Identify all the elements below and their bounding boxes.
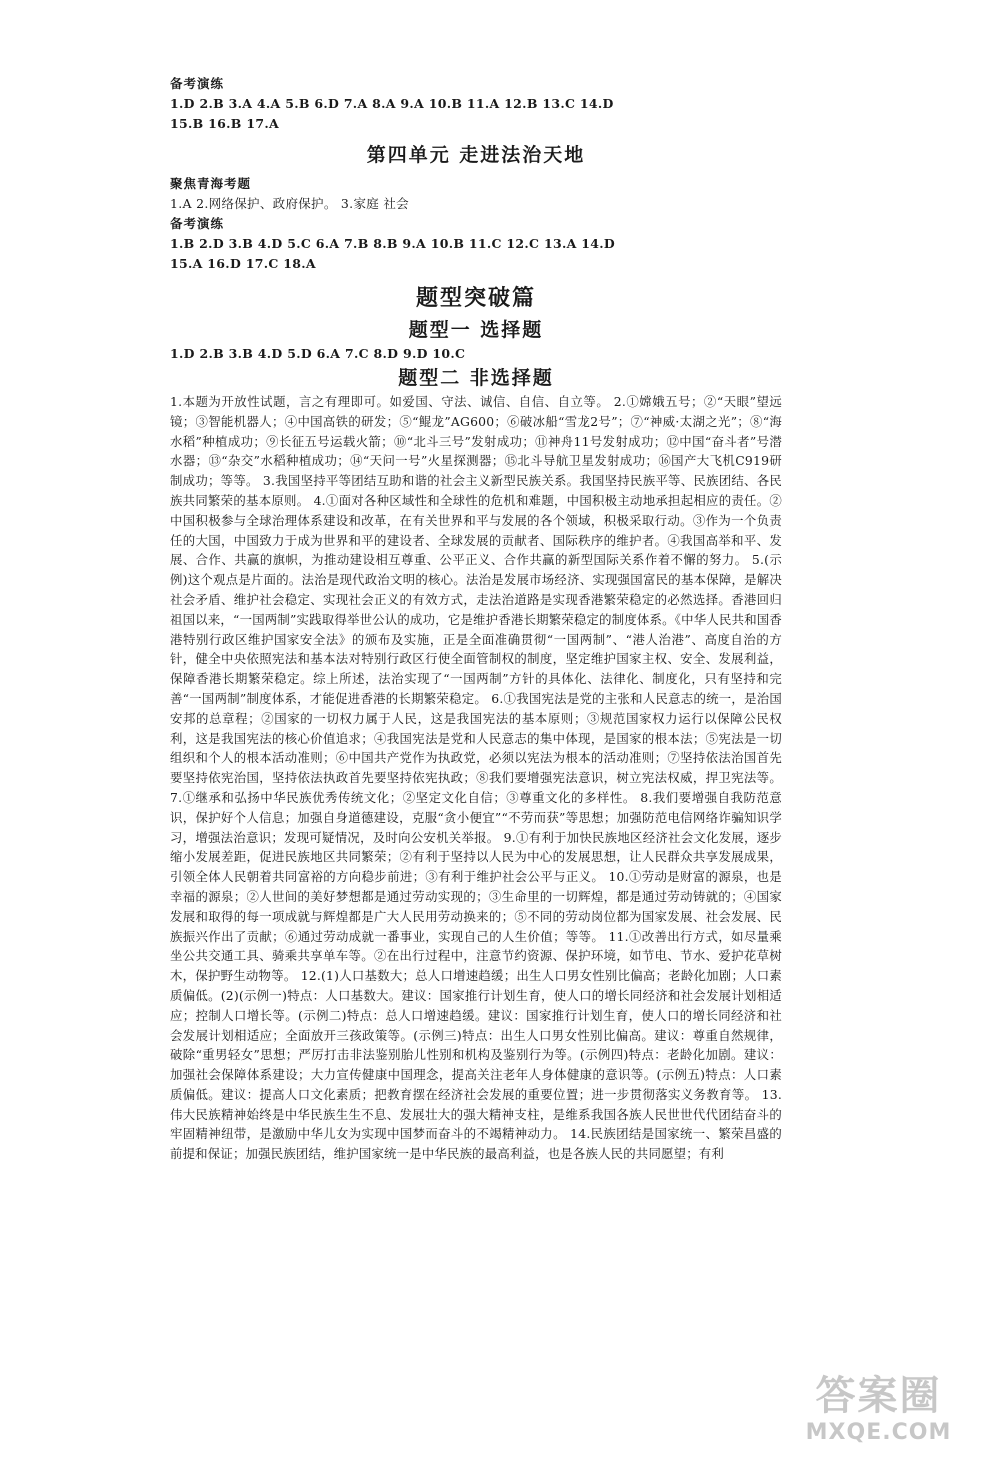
answers-line: 1.B 2.D 3.B 4.D 5.C 6.A 7.B 8.B 9.A 10.B 11.C 12.C 13.A 14.D <box>170 236 616 251</box>
section-label-practice: 备考演练 <box>170 76 225 91</box>
answers-line: 15.B 16.B 17.A <box>170 116 279 131</box>
answer-page <box>170 74 782 1164</box>
type2-body: 1.本题为开放性试题，言之有理即可。如爱国、守法、诚信、自信、自立等。 2.①嫦娥五号；②“天眼”望远镜；③智能机器人；④中国高铁的研发；⑤“鲲龙”AG600；⑥破冰船“雪龙2号”；⑦“神威·太湖之光”；⑧“海水稻”种植成功；⑨长征五号运载火箭；⑩“北斗三号”发射成功；⑪神舟11号发射成功；⑫中国“奋斗者”号潜水器；⑬“杂交”水稻种植成功；⑭“天问一号”火星探测器；⑮北斗导航卫星发射成功；⑯国产大飞机C919研制成功；等等。 3.我国坚持平等团结互助和谐的社会主义新型民族关系。我国坚持民族平等、民族团结、各民族共同繁荣的基本原则。 4.①面对各种区域性和全球性的危机和难题，中国积极主动地承担起相应的责任。②中国积极参与全球治理体系建设和改革，在有关世界和平与发展的各个领域，积极采取行动。③作为一个负责任的大国，中国致力于成为世界和平的建设者、全球发展的贡献者、国际秩序的维护者。④我国高举和平、发展、合作、共赢的旗帜，为推动建设相互尊重、公平正义、合作共赢的新型国际关系作着不懈的努力。 5.(示例)这个观点是片面的。法治是现代政治文明的核心。法治是发展市场经济、实现强国富民的基本保障，是解决社会矛盾、维护社会稳定、实现社会正义的有效方式，走法治道路是实现香港繁荣稳定的必然选择。香港回归祖国以来，“一国两制”实践取得举世公认的成功，它是维护香港长期繁荣稳定的制度体系。《中华人民共和国香港特别行政区维护国家安全法》的颁布及实施，正是全面准确贯彻“一国两制”、“港人治港”、高度自治的方针，健全中央依照宪法和基本法对特别行政区行使全面管制权的制度，坚定维护国家主权、安全、发展利益，保障香港长期繁荣稳定。综上所述，法治实现了“一国两制”方针的具体化、法律化、制度化，只有坚持和完善“一国两制”制度体系，才能促进香港的长期繁荣稳定。 6.①我国宪法是党的主张和人民意志的统一，是治国安邦的总章程；②国家的一切权力属于人民，这是我国宪法的基本原则；③规范国家权力运行以保障公民权利，这是我国宪法的核心价值追求；④我国宪法是党和人民意志的集中体现，是国家的根本法；⑤宪法是一切组织和个人的根本活动准则；⑥中国共产党作为执政党，必须以宪法为根本的活动准则；⑦坚持依法治国首先要坚持依宪治国，坚持依法执政首先要坚持依宪执政；⑧我们要增强宪法意识，树立宪法权威，捍卫宪法等。 7.①继承和弘扬中华民族优秀传统文化；②坚定文化自信；③尊重文化的多样性。 8.我们要增强自我防范意识，保护好个人信息；加强自身道德建设，克服“贪小便宜”“不劳而获”等思想；加强防范电信网络诈骗知识学习，增强法治意识；发现可疑情况，及时向公安机关举报。 9.①有利于加快民族地区经济社会文化发展，逐步缩小发展差距，促进民族地区共同繁荣；②有利于坚持以人民为中心的发展思想，让人民群众共享发展成果，引领全体人民朝着共同富裕的方向稳步前进；③有利于维护社会公平与正义。 10.①劳动是财富的源泉，也是幸福的源泉；②人世间的美好梦想都是通过劳动实现的；③生命里的一切辉煌，都是通过劳动铸就的；④国家发展和取得的每一项成就与辉煌都是广大人民用劳动换来的；⑤不同的劳动岗位都为国家发展、社会发展、民族振兴作出了贡献；⑥通过劳动成就一番事业，实现自己的人生价值；等等。 11.①改善出行方式，如尽量乘坐公共交通工具、骑乘共享单车等。②在出行过程中，注意节约资源、保护环境，如节电、节水、爱护花草树木，保护野生动物等。 12.(1)人口基数大；总人口增速趋缓；出生人口男女性别比偏高；老龄化加剧；人口素质偏低。(2)(示例一)特点：人口基数大。建议：国家推行计划生育，使人口的增长同经济和社会发展计划相适应；控制人口增长等。(示例二)特点：总人口增速趋缓。建议：国家推行计划生育，使人口的增长同经济和社会发展计划相适应；全面放开三孩政策等。(示例三)特点：出生人口男女性别比偏高。建议：尊重自然规律，破除“重男轻女”思想；严厉打击非法鉴别胎儿性别和机构及鉴别行为等。(示例四)特点：老龄化加剧。建议：加强社会保障体系建设；大力宣传健康中国理念，提高关注老年人身体健康的意识等。(示例五)特点：人口素质偏低。建议：提高人口文化素质；把教育摆在经济社会发展的重要位置；进一步贯彻落实义务教育等。 13.伟大民族精神始终是中华民族生生不息、发展壮大的强大精神支柱，是维系我国各族人民世世代代团结奋斗的牢固精神纽带，是激励中华儿女为实现中国梦而奋斗的不竭精神动力。 14.民族团结是国家统一、繁荣昌盛的前提和保证；加强民族团结，维护国家统一是中华民族的最高利益，也是各族人民的共同愿望；有利 <box>170 394 782 1162</box>
unit-title: 第四单元 走进法治天地 <box>366 144 586 166</box>
watermark-logo <box>791 1372 966 1457</box>
watermark-url: MXQE.COM <box>805 1420 952 1445</box>
focus-answers: 1.A 2.网络保护、政府保护。 3.家庭 社会 <box>170 196 409 211</box>
section-label-practice: 备考演练 <box>170 216 225 231</box>
answers-line: 1.D 2.B 3.A 4.A 5.B 6.D 7.A 8.A 9.A 10.B 11.A 12.B 13.C 14.D <box>170 96 614 111</box>
type1-answers: 1.D 2.B 3.B 4.D 5.D 6.A 7.C 8.D 9.D 10.C <box>170 346 466 361</box>
type2-title: 题型二 非选择题 <box>398 367 554 389</box>
section-label-focus: 聚焦青海考题 <box>170 176 252 191</box>
type1-title: 题型一 选择题 <box>408 319 544 341</box>
part-title: 题型突破篇 <box>415 286 536 311</box>
watermark-text: 答案圈 <box>815 1373 942 1419</box>
answers-line: 15.A 16.D 17.C 18.A <box>170 256 316 271</box>
